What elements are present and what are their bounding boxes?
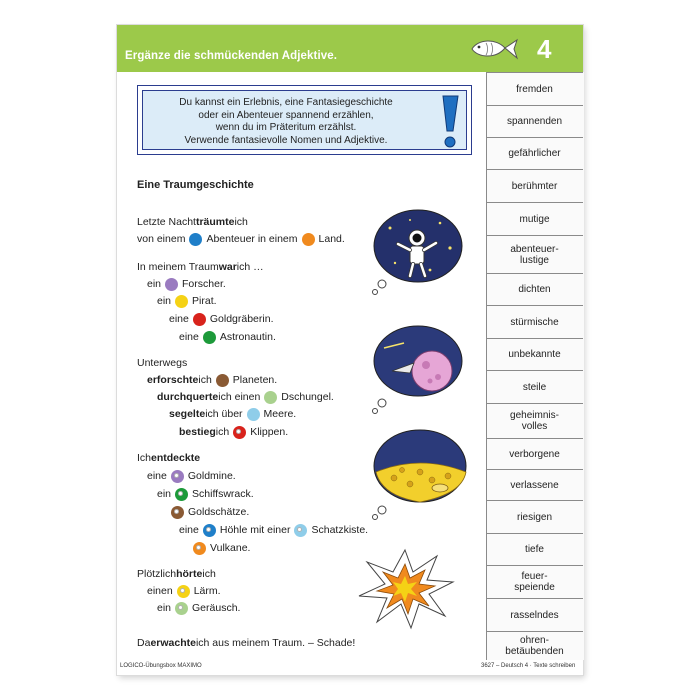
adjective-box[interactable]: unbekannte <box>486 338 583 370</box>
story-line: ein Forscher. <box>147 278 226 290</box>
adjective-box[interactable]: dichten <box>486 273 583 305</box>
story-title: Eine Traumgeschichte <box>137 179 254 191</box>
yellow-dot[interactable] <box>175 295 188 308</box>
story-line: segelte ich über Meere. <box>169 408 297 420</box>
adjective-box[interactable]: spannenden <box>486 105 583 137</box>
lightblue-dot[interactable] <box>247 408 260 421</box>
adjective-box[interactable]: verlassene <box>486 469 583 500</box>
story-line: erforschte ich Planeten. <box>147 374 278 386</box>
purple-ring-dot[interactable] <box>171 470 184 483</box>
adjective-box[interactable]: geheimnis- volles <box>486 403 583 438</box>
story-line: Plötzlich hörte ich <box>137 568 216 580</box>
adjective-box[interactable]: feuer- speiende <box>486 565 583 598</box>
story-line: eine Goldgräberin. <box>169 313 274 325</box>
story-line: Letzte Nacht träumte ich <box>137 216 248 228</box>
fish-icon <box>468 36 520 62</box>
orange-dot[interactable] <box>302 233 315 246</box>
story-line: Unterwegs <box>137 357 188 369</box>
astronaut-illustration <box>370 208 475 298</box>
adjective-box[interactable]: abenteuer- lustige <box>486 235 583 273</box>
adjective-box[interactable]: steile <box>486 370 583 403</box>
adjective-box[interactable]: riesigen <box>486 500 583 533</box>
green-ring-dot[interactable] <box>175 488 188 501</box>
adjective-box[interactable]: rasselndes <box>486 598 583 631</box>
adjective-box[interactable]: ohren- betäubenden <box>486 631 583 660</box>
adjective-box[interactable]: gefährlicher <box>486 137 583 169</box>
page-number: 4 <box>537 34 552 64</box>
adjective-box[interactable]: verborgene <box>486 438 583 469</box>
treasure-illustration <box>370 426 475 521</box>
explosion-illustration <box>353 542 458 632</box>
blue-dot[interactable] <box>189 233 202 246</box>
header-bar <box>117 25 583 72</box>
story-line: Goldschätze. <box>167 506 249 519</box>
adjective-box[interactable]: stürmische <box>486 305 583 338</box>
info-box <box>137 85 472 155</box>
lightgreen-ring-dot[interactable] <box>175 602 188 615</box>
blue-ring-dot[interactable] <box>203 524 216 537</box>
footer-right: 3627 – Deutsch 4 · Texte schreiben <box>481 663 576 669</box>
planet-illustration <box>370 323 475 418</box>
story-line: Vulkane. <box>189 542 250 555</box>
story-line: eine Höhle mit einer Schatzkiste. <box>179 524 369 536</box>
adjective-box[interactable]: tiefe <box>486 533 583 565</box>
story-line: ein Schiffswrack. <box>157 488 254 500</box>
story-line: durchquerte ich einen Dschungel. <box>157 391 334 403</box>
story-line: ein Geräusch. <box>157 602 241 614</box>
purple-dot[interactable] <box>165 278 178 291</box>
story-line: In meinem Traum war ich … <box>137 261 264 273</box>
green-dot[interactable] <box>203 331 216 344</box>
story-line: Ich entdeckte <box>137 452 201 464</box>
worksheet-card <box>117 25 583 675</box>
adjective-box[interactable]: fremden <box>486 72 583 105</box>
page-title: Ergänze die schmückenden Adjektive. <box>125 50 338 62</box>
story-line: eine Goldmine. <box>147 470 236 482</box>
brown-ring-dot[interactable] <box>171 506 184 519</box>
story-line: einen Lärm. <box>147 585 221 597</box>
red-ring-dot[interactable] <box>233 426 246 439</box>
story-line: ein Pirat. <box>157 295 217 307</box>
info-text: Du kannst ein Erlebnis, eine Fantasiegeschichte oder ein Abenteuer spannend erzählen, wenn du im Präteritum erzählst. Verwende fantasievolle Nomen und Adjektive. <box>179 97 393 146</box>
story-line: bestieg ich Klippen. <box>179 426 289 438</box>
lightgreen-dot[interactable] <box>264 391 277 404</box>
adjective-box[interactable]: mutige <box>486 202 583 235</box>
exclamation-icon <box>437 93 463 151</box>
red-dot[interactable] <box>193 313 206 326</box>
lightblue-ring-dot[interactable] <box>294 524 307 537</box>
footer-left: LOGICO-Übungsbox MAXIMO <box>120 663 202 669</box>
story-line: eine Astronautin. <box>179 331 276 343</box>
brown-dot[interactable] <box>216 374 229 387</box>
yellow-ring-dot[interactable] <box>177 585 190 598</box>
story-line: von einem Abenteuer in einem Land. <box>137 233 345 245</box>
adjective-box[interactable]: berühmter <box>486 169 583 202</box>
story-ending: Da erwachte ich aus meinem Traum. – Schade! <box>137 637 356 649</box>
orange-ring-dot[interactable] <box>193 542 206 555</box>
